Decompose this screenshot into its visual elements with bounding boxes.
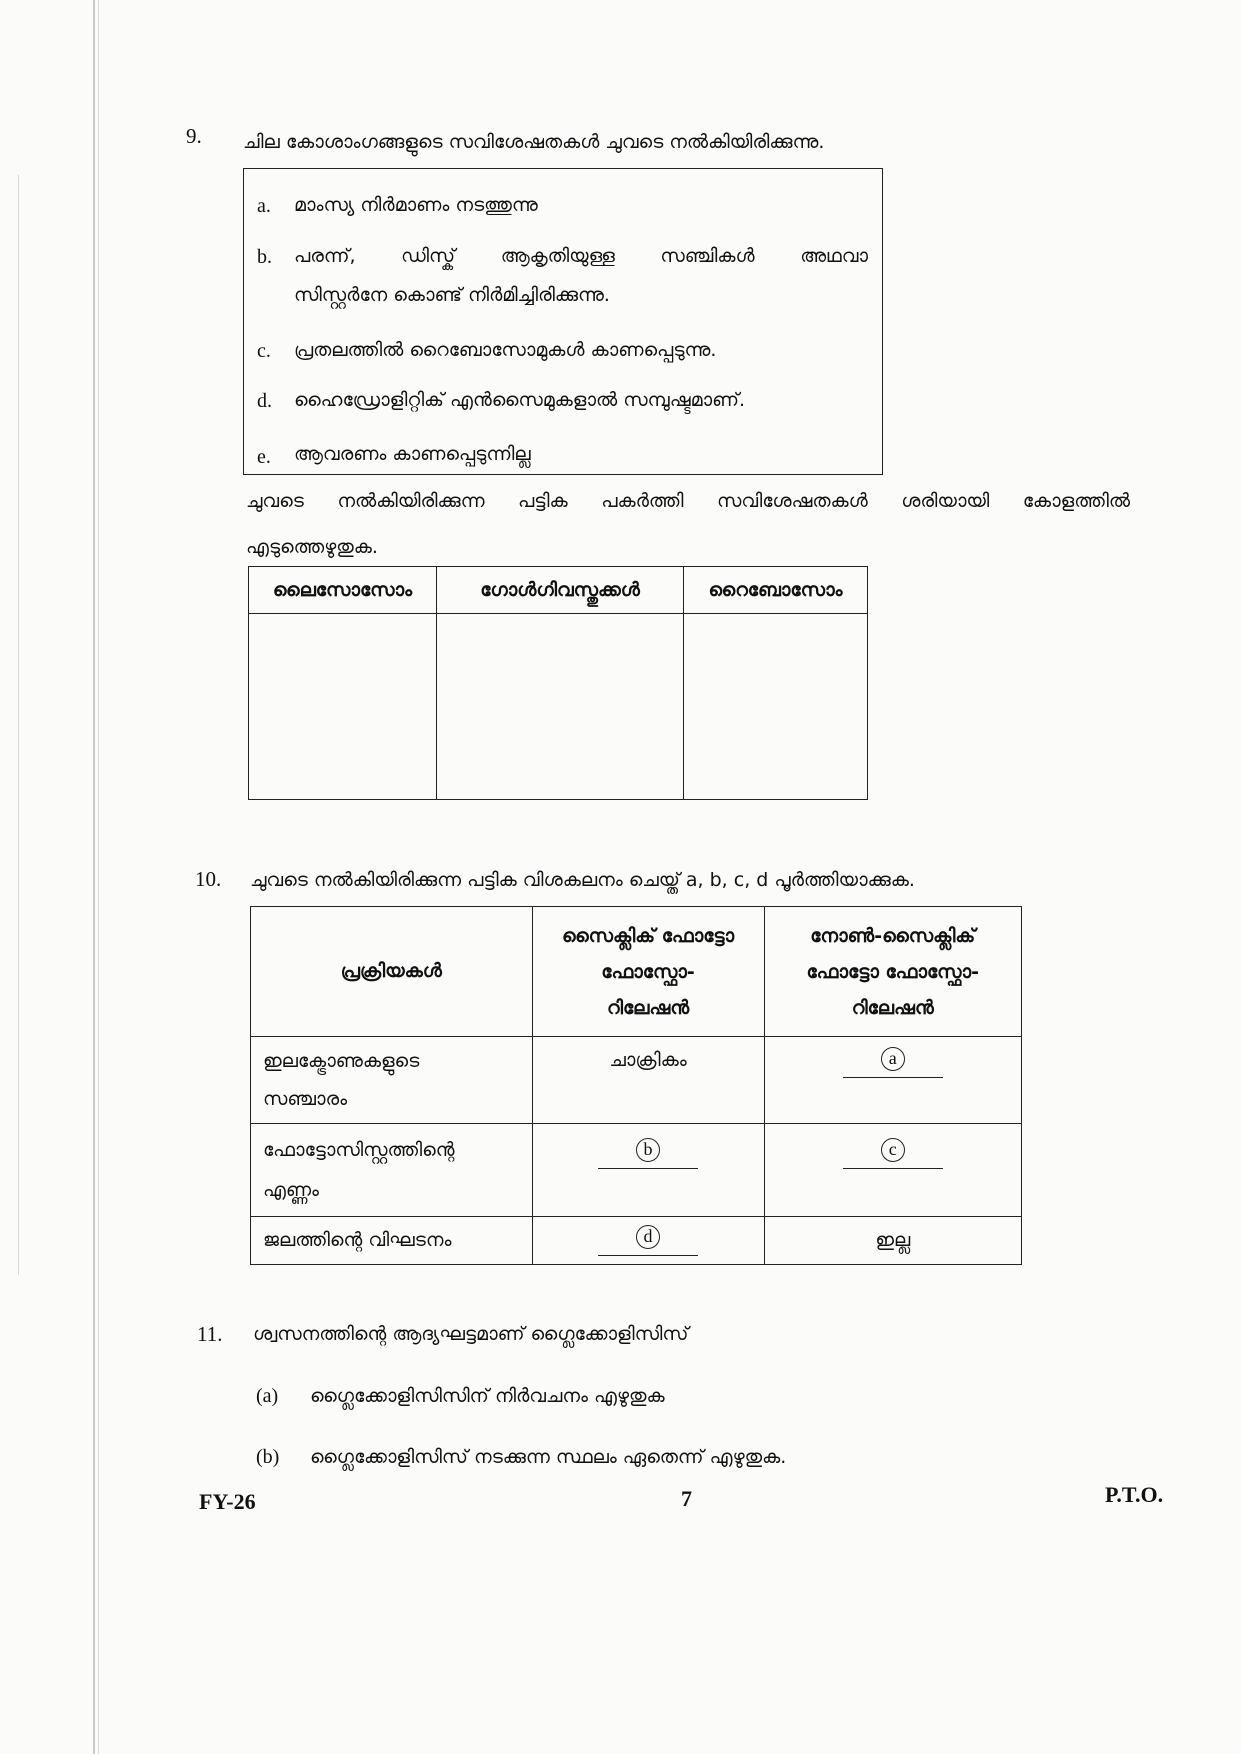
q11-part-text: ഗ്ലൈക്കോളിസിസ് നടക്കുന്ന സ്ഥലം ഏതെന്ന് എഴുതുക.: [310, 1446, 787, 1468]
paper-code: FY-26: [199, 1489, 256, 1514]
column-header: ലൈസോസോം: [249, 567, 437, 614]
table-row: [249, 614, 868, 800]
q9-answer-table: [248, 566, 868, 800]
blank-marker: b: [636, 1138, 660, 1162]
q11-part-text: ഗ്ലൈക്കോളിസിസിന് നിർവചനം എഴുതുക: [310, 1385, 665, 1407]
table-header-row: [249, 567, 868, 614]
q9-item-text: ആവരണം കാണപ്പെടുന്നില്ല: [294, 443, 531, 465]
q9-item-label: e.: [257, 446, 271, 468]
column-header: സൈക്ലിക് ഫോട്ടോ ഫോസ്ഫോ- റിലേഷൻ: [532, 907, 764, 1037]
noncyclic-cell: ഇല്ല: [764, 1217, 1021, 1265]
column-header: ഗോൾഗിവസ്തുക്കൾ: [436, 567, 683, 614]
q9-item-text: ഹൈഡ്രോളിറ്റിക് എൻസൈമുകളാൽ സമ്പുഷ്ടമാണ്.: [294, 389, 746, 411]
binding-line: [93, 0, 95, 1754]
cyclic-cell: [532, 1124, 764, 1217]
blank-marker: c: [881, 1138, 905, 1162]
scan-margin-line: [18, 175, 19, 1275]
q10-intro: ചുവടെ നൽകിയിരിക്കുന്ന പട്ടിക വിശകലനം ചെയ്ത് a, b, c, d പൂർത്തിയാക്കുക.: [250, 869, 915, 891]
q9-instruction: ചുവടെ നൽകിയിരിക്കുന്ന പട്ടിക പകർത്തി സവിശേഷതകൾ ശരിയായി കോളത്തിൽ: [246, 490, 1130, 512]
q9-item-label: c.: [257, 340, 271, 362]
answer-blank: [598, 1138, 698, 1169]
q9-item-label: d.: [257, 390, 272, 412]
cyclic-cell: [532, 1217, 764, 1265]
process-cell: ഫോട്ടോസിസ്റ്റത്തിന്റെ എണ്ണം: [251, 1124, 533, 1217]
q11-part-label: (a): [256, 1385, 279, 1407]
q9-number: 9.: [186, 124, 202, 148]
process-cell: ജലത്തിന്റെ വിഘടനം: [251, 1217, 533, 1265]
table-row: [251, 1037, 1022, 1124]
process-header: പ്രക്രിയകൾ: [340, 960, 442, 982]
blank-marker: d: [636, 1225, 660, 1249]
table-cell: [249, 614, 437, 800]
blank-marker: a: [881, 1047, 905, 1071]
q9-item-text: പരന്ന്, ഡിസ്ക് ആകൃതിയുള്ള സഞ്ചികൾ അഥവാ: [294, 245, 868, 267]
q10-number: 10.: [195, 867, 222, 891]
q11-part-label: (b): [256, 1446, 280, 1468]
noncyclic-cell: [764, 1124, 1021, 1217]
answer-blank: [843, 1047, 943, 1078]
table-cell: [436, 614, 683, 800]
answer-blank: [843, 1138, 943, 1169]
q10-photophosphorylation-table: [250, 906, 1022, 1265]
q9-item-label: b.: [257, 246, 272, 268]
q9-item-label: a.: [257, 195, 271, 217]
q9-item-text-continued: സിസ്റ്റർനേ കൊണ്ട് നിർമിച്ചിരിക്കുന്നു.: [294, 284, 610, 306]
binding-line: [98, 0, 99, 1754]
process-cell: ഇലക്ട്രോണുകളുടെ സഞ്ചാരം: [251, 1037, 533, 1124]
page-number: 7: [681, 1486, 692, 1511]
q9-item-text: പ്രതലത്തിൽ റൈബോസോമുകൾ കാണപ്പെടുന്നു.: [294, 339, 717, 361]
q11-intro: ശ്വസനത്തിന്റെ ആദ്യഘട്ടമാണ് ഗ്ലൈക്കോളിസിസ്: [253, 1323, 689, 1345]
column-header: [251, 907, 533, 1037]
q9-item-text: മാംസ്യ നിർമാണം നടത്തുന്നു: [294, 194, 538, 216]
q9-intro: ചില കോശാംഗങ്ങളുടെ സവിശേഷതകൾ ചുവടെ നൽകിയിരിക്കുന്നു.: [243, 131, 825, 153]
noncyclic-cell: [764, 1037, 1021, 1124]
column-header: റൈബോസോം: [684, 567, 868, 614]
table-row: [251, 1124, 1022, 1217]
please-turn-over: P.T.O.: [1105, 1482, 1164, 1507]
table-header-row: [251, 907, 1022, 1037]
q11-number: 11.: [197, 1322, 223, 1346]
column-header: നോൺ-സൈക്ലിക് ഫോട്ടോ ഫോസ്ഫോ- റിലേഷൻ: [764, 907, 1021, 1037]
answer-blank: [598, 1225, 698, 1256]
cyclic-cell: ചാക്രികം: [532, 1037, 764, 1124]
table-row: [251, 1217, 1022, 1265]
q9-instruction-continued: എടുത്തെഴുതുക.: [246, 536, 378, 558]
table-cell: [684, 614, 868, 800]
